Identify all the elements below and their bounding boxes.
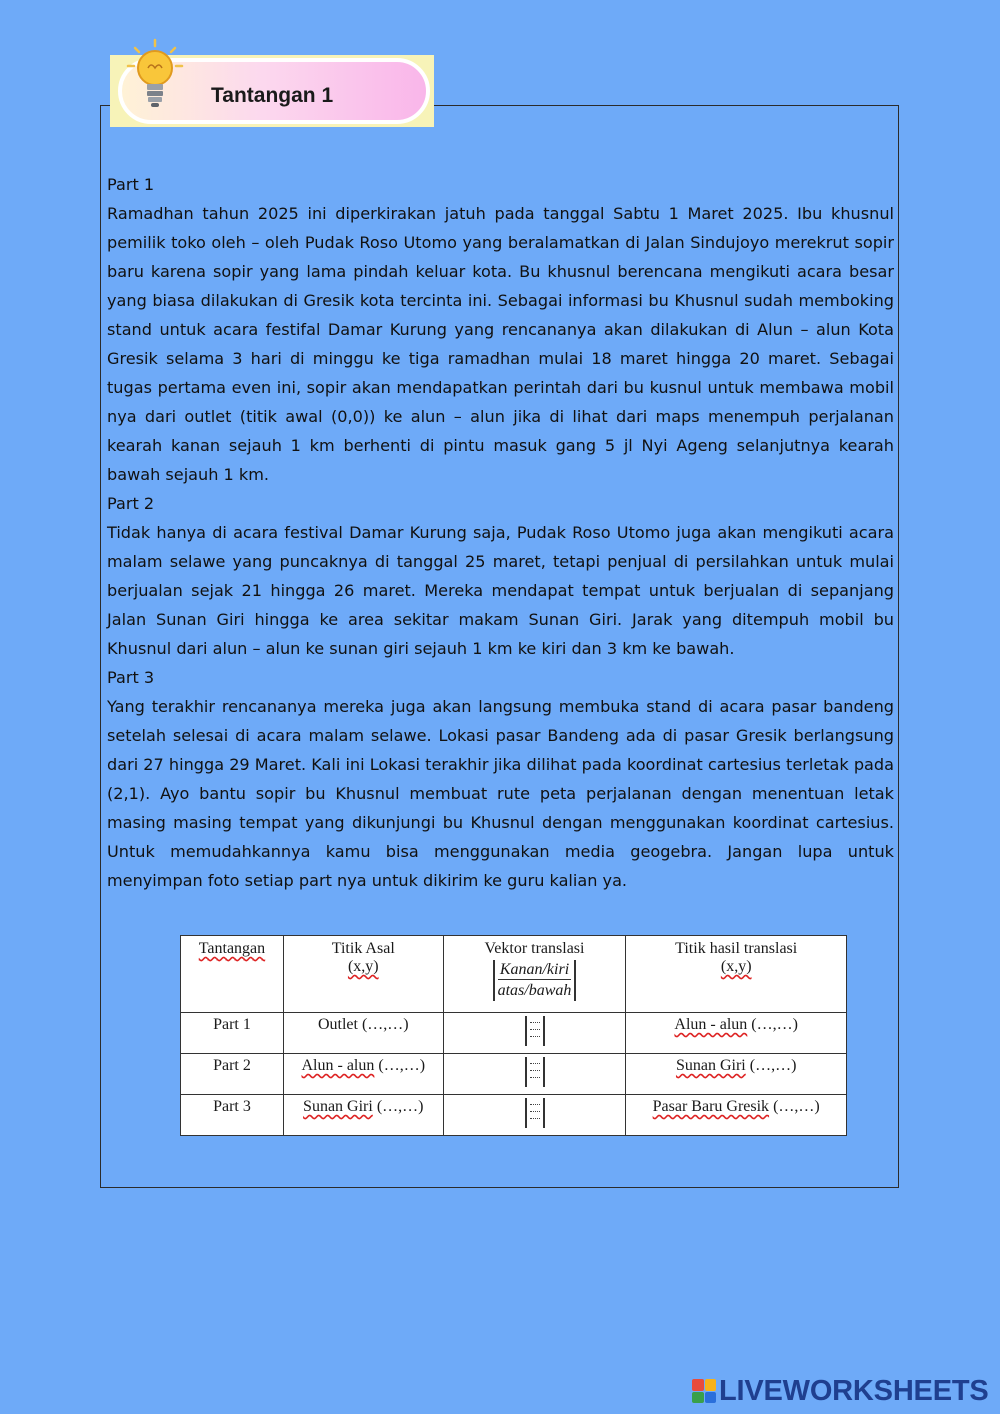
part-2-text: Tidak hanya di acara festival Damar Kurung saja, Pudak Roso Utomo juga akan mengikuti acara malam selawe yang puncaknya di tanggal 25 maret, tetapi penjual di persilahkan untuk mulai berjualan sejak 21 hingga 26 maret. Mereka mendapat tempat untuk berjualan di sepanjang Jalan Sunan Giri hingga ke area sekitar makam Sunan Giri. Jarak yang ditempuh mobil bu Khusnul dari alun – alun ke sunan giri sejauh 1 km ke kiri dan 3 km ke bawah.: [107, 523, 894, 658]
worksheet-body: [107, 170, 894, 895]
page-title: Tantangan 1: [211, 84, 334, 107]
row-part: Part 2: [181, 1054, 284, 1095]
row-vector-blank[interactable]: [443, 1013, 626, 1054]
header-result: Titik hasil translasi (x,y): [626, 936, 847, 1013]
header-vector: Vektor translasi $\frac{\text{Kanan/kiri}}{\text{atas/bawah}}$: [443, 936, 626, 1013]
header-origin: Titik Asal (x,y): [283, 936, 443, 1013]
part-3-heading: Part 3: [107, 668, 155, 687]
part-3-text: Yang terakhir rencananya mereka juga akan langsung membuka stand di acara pasar bandeng setelah selesai di acara malam selawe. Lokasi pasar Bandeng ada di pasar Gresik berlangsung dari 27 hingga 29 Maret. Kali ini Lokasi terakhir jika dilihat pada koordinat cartesius terletak pada (2,1). Ayo bantu sopir bu Khusnul membuat rute peta perjalanan dengan menentuan letak masing masing tempat yang dikunjungi bu Khusnul dengan menggunakan koordinat cartesius. Untuk memudahkannya kamu bisa menggunakan media geogebra. Jangan lupa untuk menyimpan foto setiap part nya untuk dikirim ke guru kalian ya.: [107, 697, 894, 890]
vector-fraction: $\frac{\text{Kanan/kiri}}{\text{atas/bawah}}$: [493, 960, 577, 1001]
brand-name: LIVEWORKSHEETS: [719, 1374, 989, 1407]
table-row: [181, 1095, 847, 1136]
row-result: Alun - alun (…,…): [626, 1013, 847, 1054]
liveworksheets-logo[interactable]: [692, 1374, 989, 1408]
row-vector-blank[interactable]: [443, 1054, 626, 1095]
part-1-text: Ramadhan tahun 2025 ini diperkirakan jatuh pada tanggal Sabtu 1 Maret 2025. Ibu khusnul pemilik toko oleh – oleh Pudak Roso Utomo yang beralamatkan di Jalan Sindujoyo merekrut sopir baru karena sopir yang lama pindah keluar kota. Bu khusnul berencana mengikuti acara besar yang biasa dilakukan di Gresik kota tercinta ini. Sebagai informasi bu Khusnul sudah memboking stand untuk acara festifal Damar Kurung yang rencananya akan dilakukan di Alun – alun Kota Gresik selama 3 hari di minggu ke tiga ramadhan mulai 18 maret hingga 20 maret. Sebagai tugas pertama even ini, sopir akan mendapatkan perintah dari bu kusnul untuk membawa mobil nya dari outlet (titik awal (0,0)) ke alun – alun jika di lihat dari maps menempuh perjalanan kearah kanan sejauh 1 km berhenti di pintu masuk gang 5 jl Nyi Ageng selanjutnya kearah bawah sejauh 1 km.: [107, 204, 894, 484]
row-origin: Sunan Giri (…,…): [283, 1095, 443, 1136]
table-row: [181, 1054, 847, 1095]
table-header-row: [181, 936, 847, 1013]
row-result: Pasar Baru Gresik (…,…): [626, 1095, 847, 1136]
table-row: [181, 1013, 847, 1054]
translation-table: [180, 935, 847, 1136]
part-1-heading: Part 1: [107, 175, 155, 194]
row-part: Part 3: [181, 1095, 284, 1136]
part-2-heading: Part 2: [107, 494, 155, 513]
row-origin: Outlet (…,…): [283, 1013, 443, 1054]
row-result: Sunan Giri (…,…): [626, 1054, 847, 1095]
header-challenge: Tantangan: [181, 936, 284, 1013]
liveworksheets-logo-icon: [692, 1379, 716, 1403]
row-origin: Alun - alun (…,…): [283, 1054, 443, 1095]
row-part: Part 1: [181, 1013, 284, 1054]
lightbulb-icon: [126, 38, 184, 114]
row-vector-blank[interactable]: [443, 1095, 626, 1136]
